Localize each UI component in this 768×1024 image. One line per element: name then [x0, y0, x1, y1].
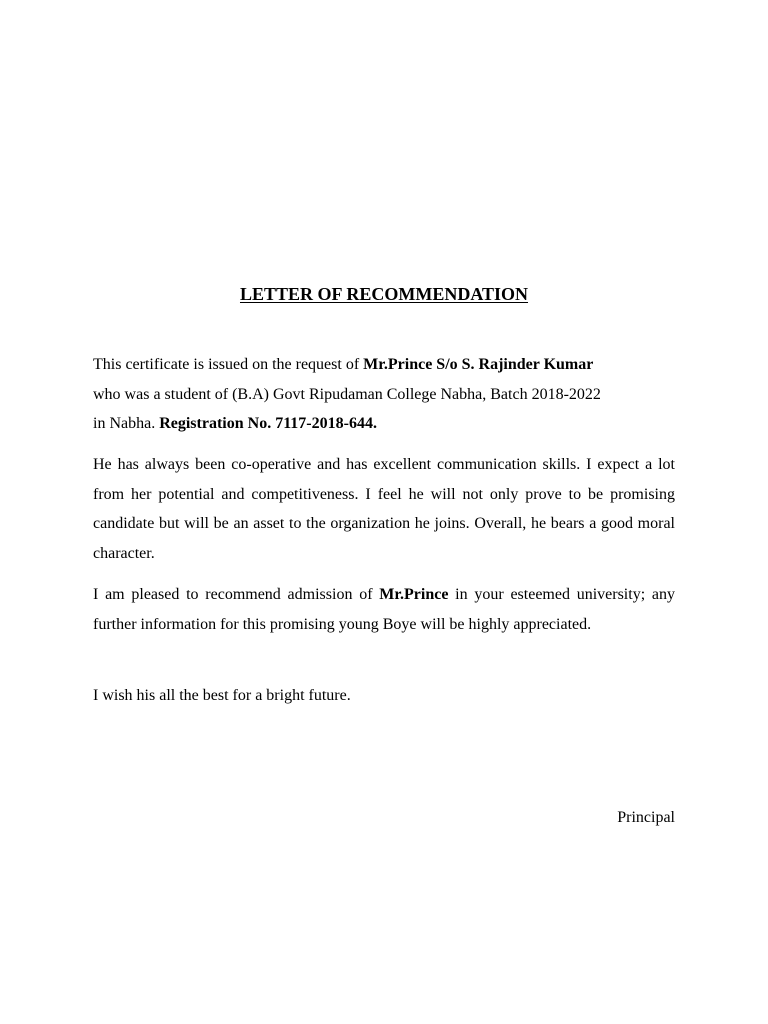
- registration-number: Registration No. 7117-2018-644.: [159, 415, 377, 432]
- request-paragraph: [93, 350, 675, 439]
- recommended-name: Mr.Prince: [379, 586, 449, 603]
- request-intro: This certificate is issued on the request of: [93, 356, 360, 373]
- letter-title: LETTER OF RECOMMENDATION: [239, 284, 529, 304]
- closing-wish: I wish his all the best for a bright future.: [93, 687, 351, 704]
- recommendation-before: I am pleased to recommend admission of: [93, 586, 373, 603]
- signature-principal: Principal: [617, 809, 675, 826]
- student-name-parent: Mr.Prince S/o S. Rajinder Kumar: [363, 356, 594, 373]
- recommendation-paragraph: [93, 580, 675, 639]
- recommendation-after: in your esteemed university; any further information for this promising young Boye will be highly appreciated.: [93, 586, 675, 633]
- student-course-line: who was a student of (B.A) Govt Ripudaman College Nabha, Batch 2018-2022: [93, 385, 601, 403]
- student-place: in Nabha.: [93, 415, 156, 432]
- character-paragraph: He has always been co-operative and has excellent communication skills. I expect a lot from her potential and competitiveness. I feel he will not only prove to be promising candidate but will be an asset to the organization he joins. Overall, he bears a good moral character.: [93, 456, 675, 562]
